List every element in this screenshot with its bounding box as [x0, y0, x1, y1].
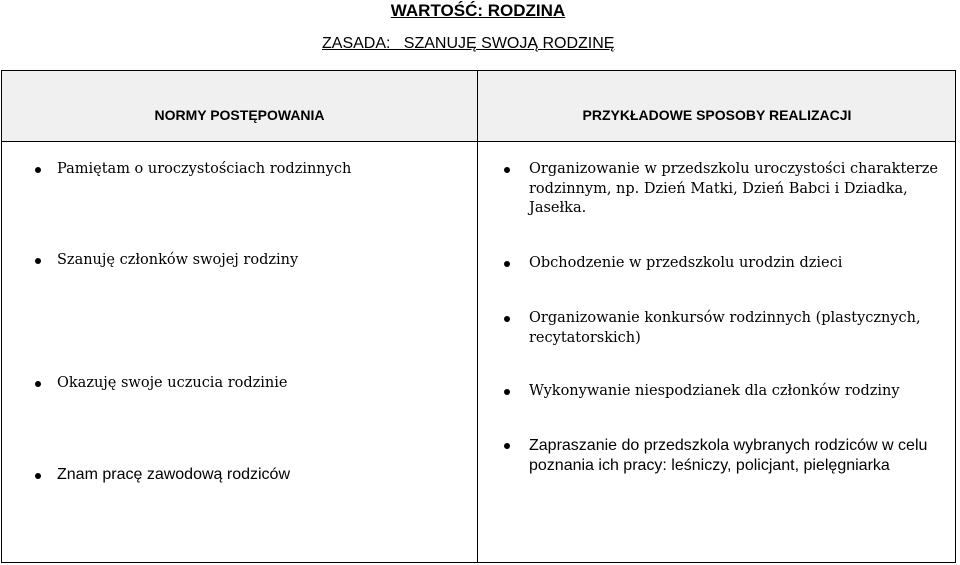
- document-subtitle: ZASADA: SZANUJĘ SWOJĄ RODZINĘ: [322, 35, 615, 52]
- bullet-icon: [504, 316, 510, 322]
- method-item: Zapraszanie do przedszkola wybranych rodziców w celu poznania ich pracy: leśniczy, policjant, pielęgniarka: [529, 437, 928, 474]
- bullet-icon: [35, 258, 41, 264]
- norm-item: Znam pracę zawodową rodziców: [57, 466, 290, 483]
- header-norms: NORMY POSTĘPOWANIA: [154, 107, 325, 123]
- bullet-icon: [504, 443, 510, 449]
- norm-item: Pamiętam o uroczystościach rodzinnych: [57, 161, 352, 177]
- bullet-icon: [504, 167, 510, 173]
- header-methods: PRZYKŁADOWE SPOSOBY REALIZACJI: [582, 107, 852, 123]
- bullet-icon: [504, 389, 510, 395]
- column-divider: [477, 71, 478, 562]
- norm-item: Okazuję swoje uczucia rodzinie: [57, 375, 288, 391]
- norm-item: Szanuję członków swojej rodziny: [57, 252, 299, 268]
- bullet-icon: [35, 167, 41, 173]
- method-item: Organizowanie konkursów rodzinnych (plastycznych, recytatorskich): [529, 310, 921, 346]
- document-title: WARTOŚĆ: RODZINA: [390, 1, 566, 20]
- bullet-icon: [504, 261, 510, 267]
- method-item: Wykonywanie niespodzianek dla członków rodziny: [529, 383, 900, 399]
- bullet-icon: [35, 473, 41, 479]
- bullet-icon: [35, 381, 41, 387]
- method-item: Organizowanie w przedszkolu uroczystości charakterze rodzinnym, np. Dzień Matki, Dzień Babci i Dziadka, Jasełka.: [529, 161, 939, 216]
- method-item: Obchodzenie w przedszkolu urodzin dzieci: [529, 255, 843, 271]
